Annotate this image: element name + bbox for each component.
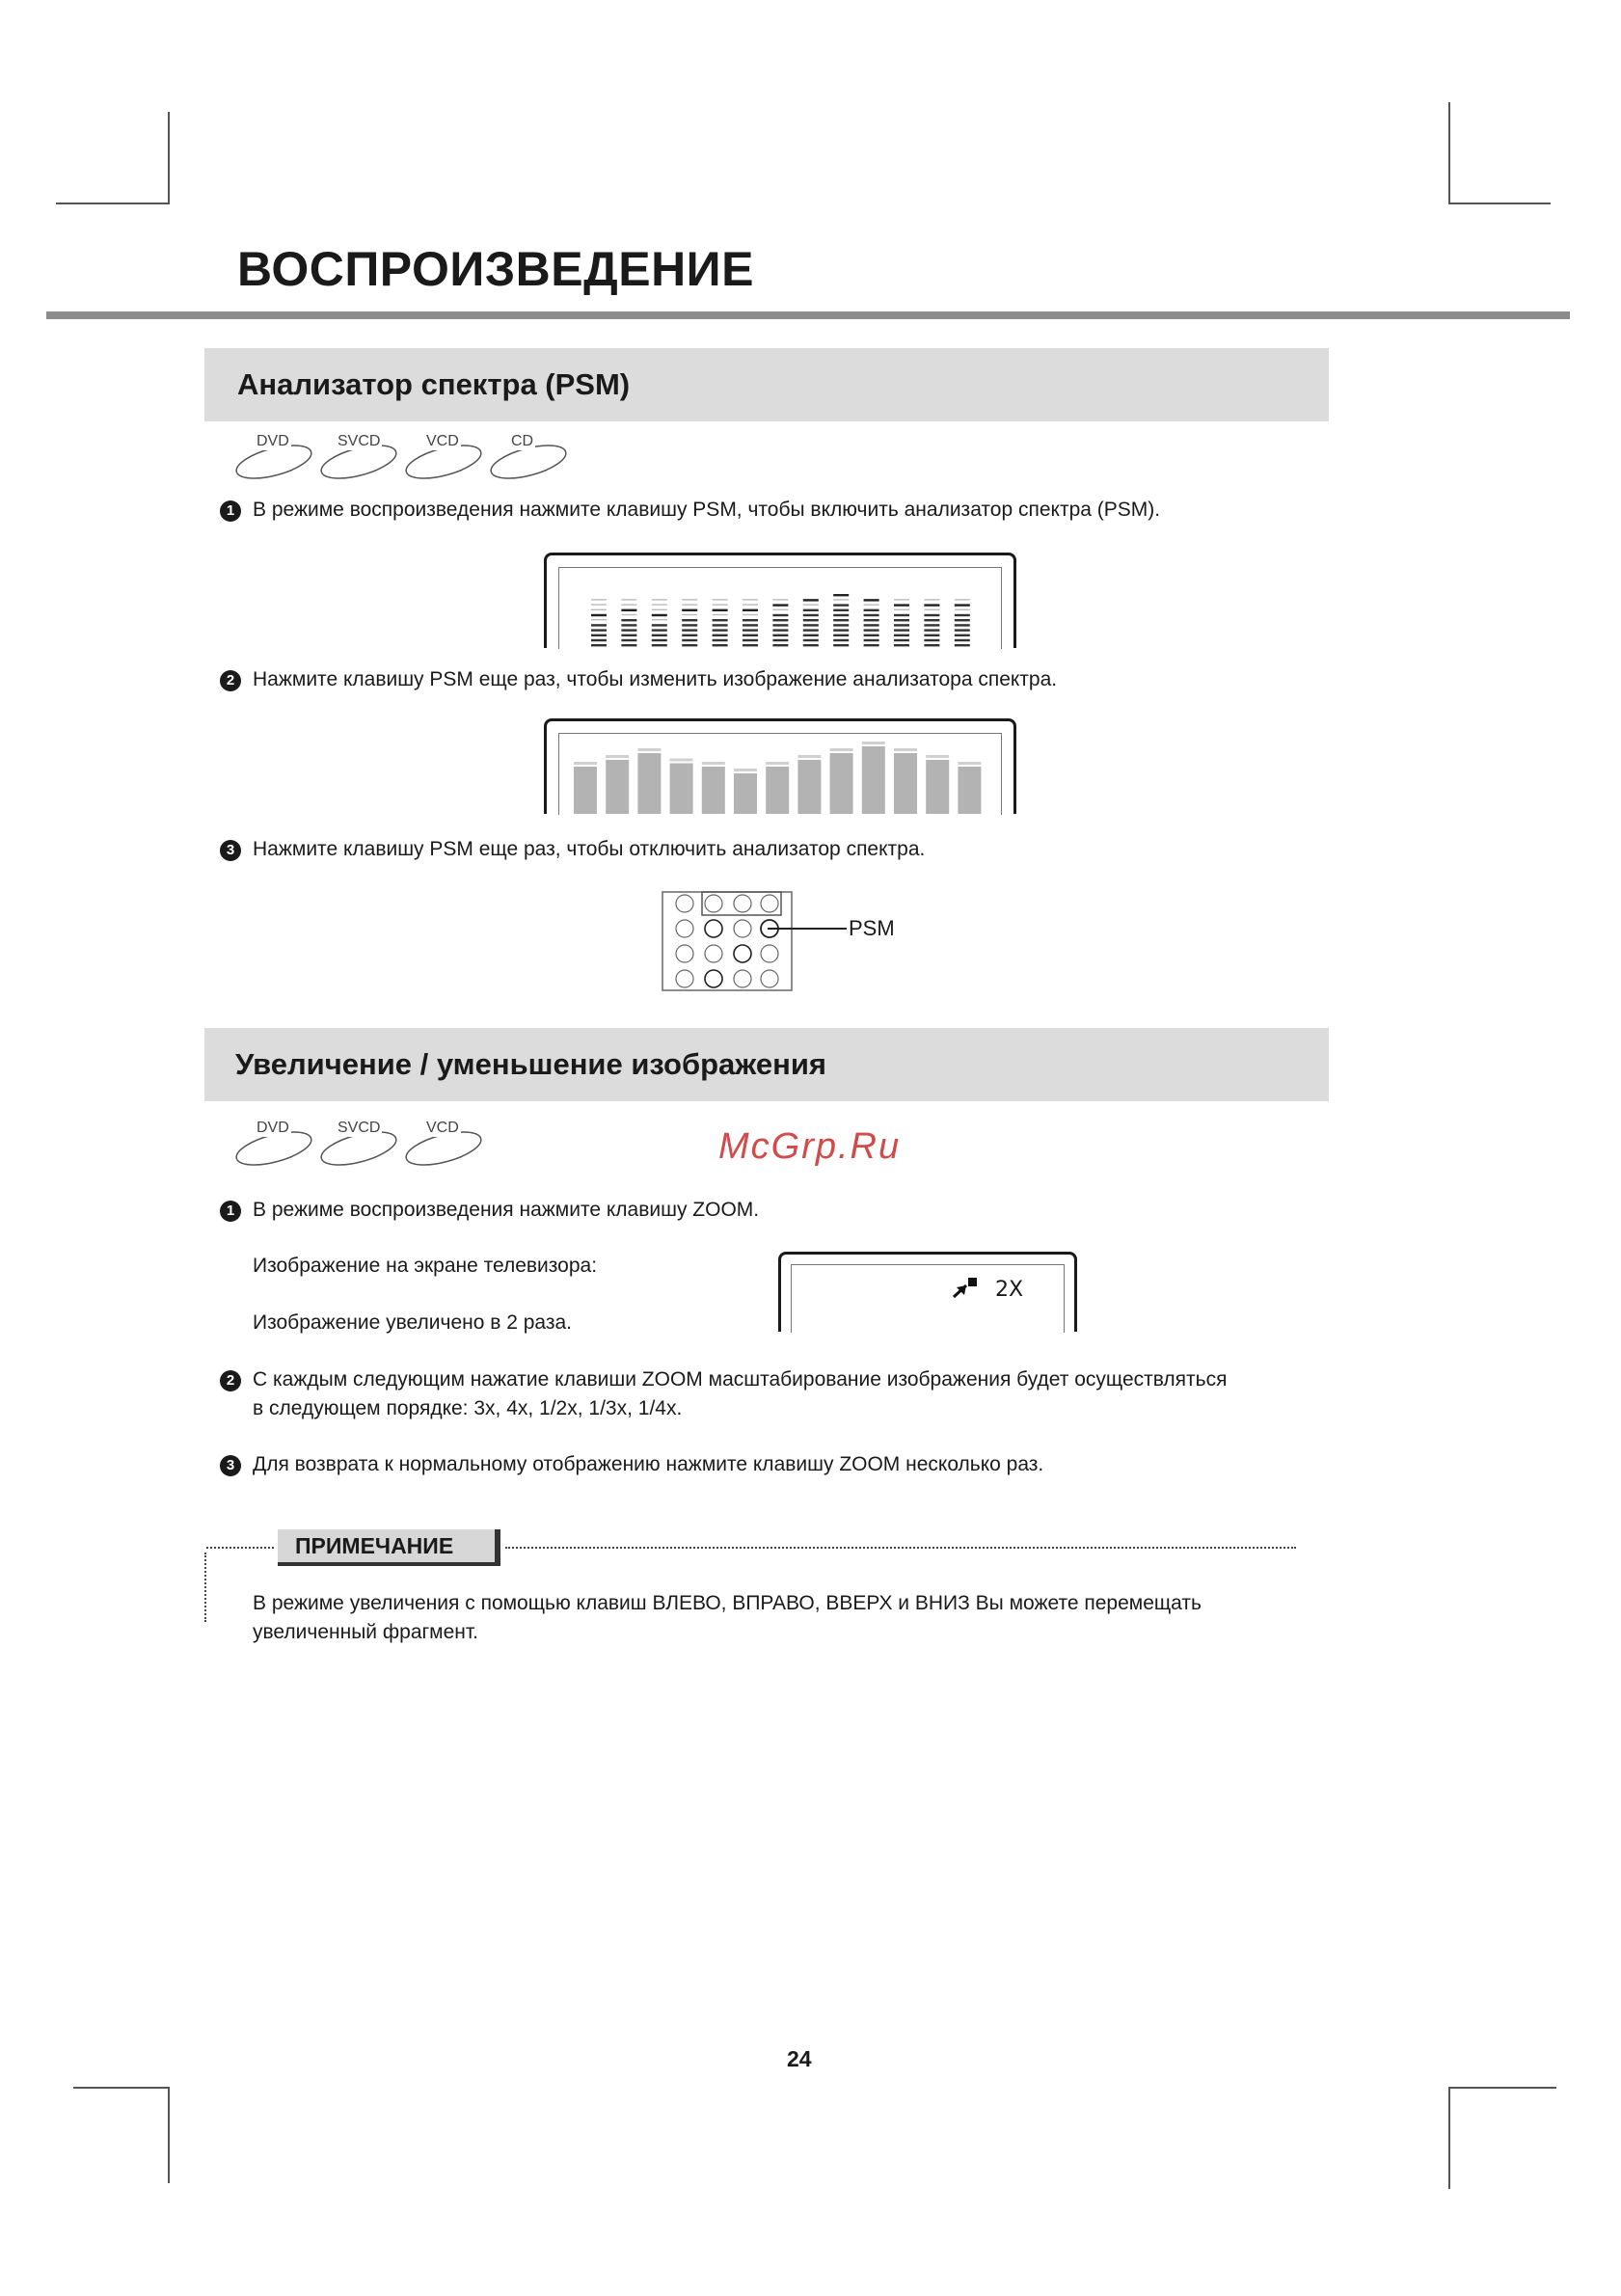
spectrum-bar bbox=[713, 599, 728, 646]
spectrum-bar bbox=[682, 599, 697, 646]
crop-mark bbox=[168, 112, 170, 204]
disc-icon-cd: CD bbox=[490, 433, 573, 485]
step-number: 2 bbox=[220, 1370, 241, 1391]
zoom-icon bbox=[951, 1276, 980, 1301]
spectrum-bar bbox=[862, 742, 885, 814]
psm-callout-line bbox=[768, 928, 847, 930]
step-text: Нажмите клавишу PSM еще раз, чтобы изменить изображение анализатора спектра. bbox=[253, 668, 1058, 690]
psm-button-label: PSM bbox=[849, 916, 895, 940]
disc-icon-vcd: VCD bbox=[405, 1120, 488, 1172]
step-number: 3 bbox=[220, 840, 241, 861]
spectrum-bar bbox=[591, 599, 607, 646]
spectrum-bar bbox=[772, 599, 788, 646]
section-title: Анализатор спектра (PSM) bbox=[237, 367, 631, 401]
spectrum-bar bbox=[652, 599, 667, 646]
spectrum-bar bbox=[637, 748, 661, 814]
section-header-psm bbox=[204, 348, 1329, 421]
tv-screen-psm-2 bbox=[544, 718, 1016, 814]
step-text-line2: в следующем порядке: 3x, 4x, 1/2x, 1/3x, 1/4x. bbox=[253, 1397, 683, 1419]
spectrum-bar bbox=[734, 769, 757, 814]
section-header-zoom bbox=[204, 1028, 1329, 1101]
note-label: ПРИМЕЧАНИЕ bbox=[278, 1529, 500, 1566]
section-title: Увеличение / уменьшение изображения bbox=[235, 1047, 826, 1081]
crop-mark bbox=[1448, 203, 1551, 204]
step-text: В режиме воспроизведения нажмите клавишу ZOOM. bbox=[253, 1199, 760, 1221]
step-number: 1 bbox=[220, 500, 241, 522]
spectrum-bar bbox=[702, 762, 725, 814]
note-divider-left bbox=[206, 1547, 274, 1549]
spectrum-bar bbox=[958, 762, 981, 814]
disc-icon-svcd: SVCD bbox=[320, 1120, 403, 1172]
disc-icon-vcd: VCD bbox=[405, 433, 488, 485]
disc-icon-dvd: DVD bbox=[235, 433, 318, 485]
step-number: 2 bbox=[220, 670, 241, 691]
zoom-level-indicator: 2X bbox=[995, 1278, 1024, 1302]
page-number: 24 bbox=[787, 2046, 812, 2071]
crop-mark bbox=[1448, 2087, 1556, 2089]
spectrum-bar bbox=[864, 599, 879, 646]
tv-screen-zoom bbox=[778, 1252, 1077, 1332]
step-text: С каждым следующим нажатие клавиши ZOOM масштабирование изображения будет осуществляться bbox=[253, 1368, 1228, 1391]
spectrum-bar bbox=[621, 599, 636, 646]
step-text: В режиме воспроизведения нажмите клавишу PSM, чтобы включить анализатор спектра (PSM). bbox=[253, 499, 1161, 521]
page-title: ВОСПРОИЗВЕДЕНИЕ bbox=[237, 242, 754, 296]
crop-mark bbox=[73, 2087, 170, 2089]
spectrum-bar bbox=[830, 748, 853, 814]
spectrum-bar bbox=[670, 759, 693, 815]
crop-mark bbox=[1448, 2087, 1450, 2189]
title-rule bbox=[46, 311, 1570, 319]
spectrum-chart-solid bbox=[547, 721, 1013, 814]
spectrum-chart-segmented bbox=[547, 555, 1013, 648]
spectrum-bar bbox=[797, 755, 821, 814]
spectrum-bar bbox=[894, 599, 909, 646]
disc-icon-dvd: DVD bbox=[235, 1120, 318, 1172]
crop-mark bbox=[1448, 102, 1450, 204]
watermark: McGrp.Ru bbox=[718, 1126, 902, 1167]
step-text: Для возврата к нормальному отображению нажмите клавишу ZOOM несколько раз. bbox=[253, 1453, 1044, 1475]
spectrum-bar bbox=[833, 594, 849, 646]
spectrum-bar bbox=[894, 748, 917, 814]
step-text: Нажмите клавишу PSM еще раз, чтобы отключить анализатор спектра. bbox=[253, 838, 926, 860]
spectrum-bar bbox=[743, 599, 758, 646]
disc-icon-svcd: SVCD bbox=[320, 433, 403, 485]
spectrum-bar bbox=[926, 755, 949, 814]
note-divider-right bbox=[505, 1547, 1296, 1549]
spectrum-bar bbox=[924, 599, 939, 646]
step-number: 1 bbox=[220, 1201, 241, 1222]
spectrum-bar bbox=[606, 755, 629, 814]
step-number: 3 bbox=[220, 1455, 241, 1476]
note-divider-vertical bbox=[204, 1553, 206, 1622]
spectrum-bar bbox=[574, 762, 597, 814]
crop-mark bbox=[168, 2087, 170, 2183]
remote-control-illustration bbox=[662, 891, 797, 991]
spectrum-bar bbox=[766, 762, 789, 814]
tv-screen-psm-1 bbox=[544, 553, 1016, 648]
crop-mark bbox=[56, 203, 170, 204]
spectrum-bar bbox=[803, 599, 819, 646]
spectrum-bar bbox=[955, 599, 970, 646]
